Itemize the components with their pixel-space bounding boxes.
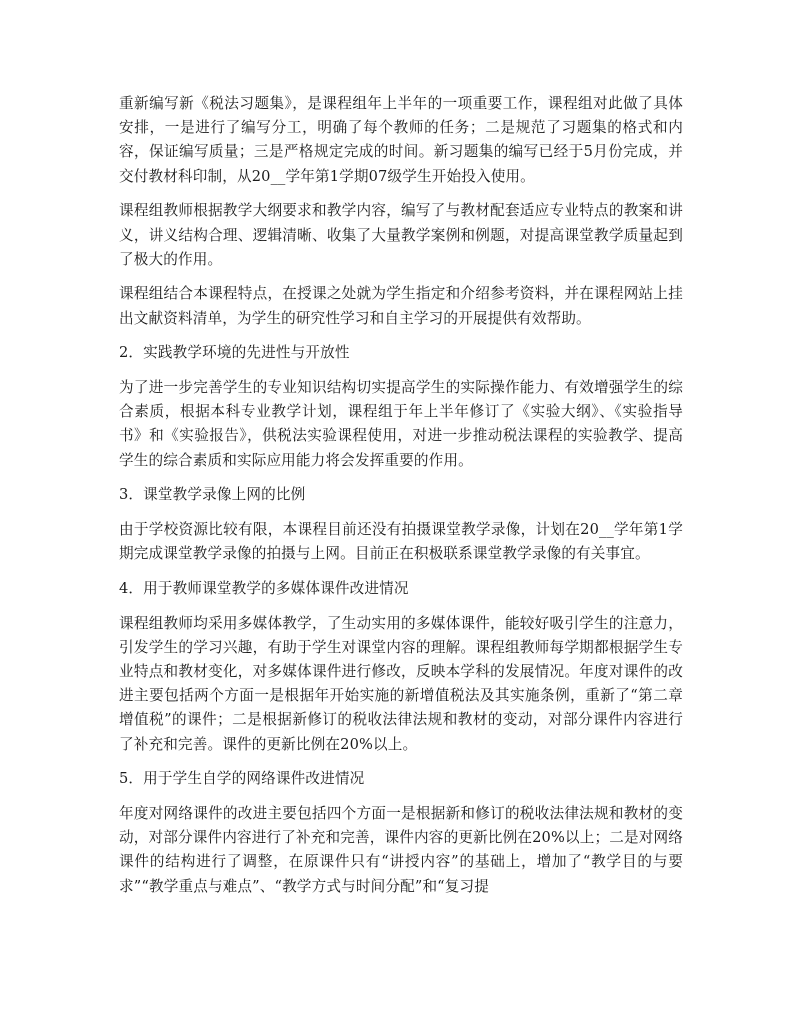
paragraph-online-courseware: 年度对网络课件的改进主要包括四个方面一是根据新和修订的税收法律法规和教材的变动，对部分课件内容进行了补充和完善，课件内容的更新比例在20%以上；二是对网络课件的结构进行了调整，在原课件只有“讲授内容”的基础上，增加了“教学目的与要求”“教学重点与难点”、“教学方式与时间分配”和“复习提 xyxy=(119,805,683,895)
section-heading-4: 4．用于教师课堂教学的多媒体课件改进情况 xyxy=(119,579,409,597)
section-heading-2: 2．实践教学环境的先进性与开放性 xyxy=(119,344,350,362)
paragraph-video-recording: 由于学校资源比较有限，本课程目前还没有拍摄课堂教学录像，计划在20__学年第1学期完成课堂教学录像的拍摄与上网。目前正在积极联系课堂教学录像的有关事宜。 xyxy=(119,521,683,563)
paragraph-multimedia-courseware: 课程组教师均采用多媒体教学，了生动实用的多媒体课件，能较好吸引学生的注意力，引发学生的学习兴趣，有助于学生对课堂内容的理解。课程组教师每学期都根据学生专业特点和教材变化，对多媒体课件进行修改，反映本学科的发展情况。年度对课件的改进主要包括两个方面一是根据年开始实施的新增值税法及其实施条例，重新了“第二章增值税”的课件；二是根据新修订的税收法律法规和教材的变动，对部分课件内容进行了补充和完善。课件的更新比例在20%以上。 xyxy=(119,614,683,753)
paragraph-textbook-revision: 重新编写新《税法习题集》，是课程组年上半年的一项重要工作，课程组对此做了具体安排，一是进行了编写分工，明确了每个教师的任务；二是规范了习题集的格式和内容，保证编写质量；三是严格规定完成的时间。新习题集的编写已经于5月份完成，并交付教材科印制，从20__学年第1学期07级学生开始投入使用。 xyxy=(119,95,683,185)
paragraph-lesson-plans: 课程组教师根据教学大纲要求和教学内容，编写了与教材配套适应专业特点的教案和讲义，讲义结构合理、逻辑清晰、收集了大量教学案例和例题，对提高课堂教学质量起到了极大的作用。 xyxy=(119,202,683,268)
paragraph-practice-environment: 为了进一步完善学生的专业知识结构切实提高学生的实际操作能力、有效增强学生的综合素质，根据本科专业教学计划，课程组于年上半年修订了《实验大纲》、《实验指导书》和《实验报告》，供税法实验课程使用，对进一步推动税法课程的实验教学、提高学生的综合素质和实际应用能力将会发挥重要的作用。 xyxy=(119,379,683,469)
section-heading-5: 5．用于学生自学的网络课件改进情况 xyxy=(119,770,365,788)
section-heading-3: 3．课堂教学录像上网的比例 xyxy=(119,486,306,504)
paragraph-reference-materials: 课程组结合本课程特点，在授课之处就为学生指定和介绍参考资料，并在课程网站上挂出文献资料清单，为学生的研究性学习和自主学习的开展提供有效帮助。 xyxy=(119,285,683,327)
document-page xyxy=(119,92,683,909)
